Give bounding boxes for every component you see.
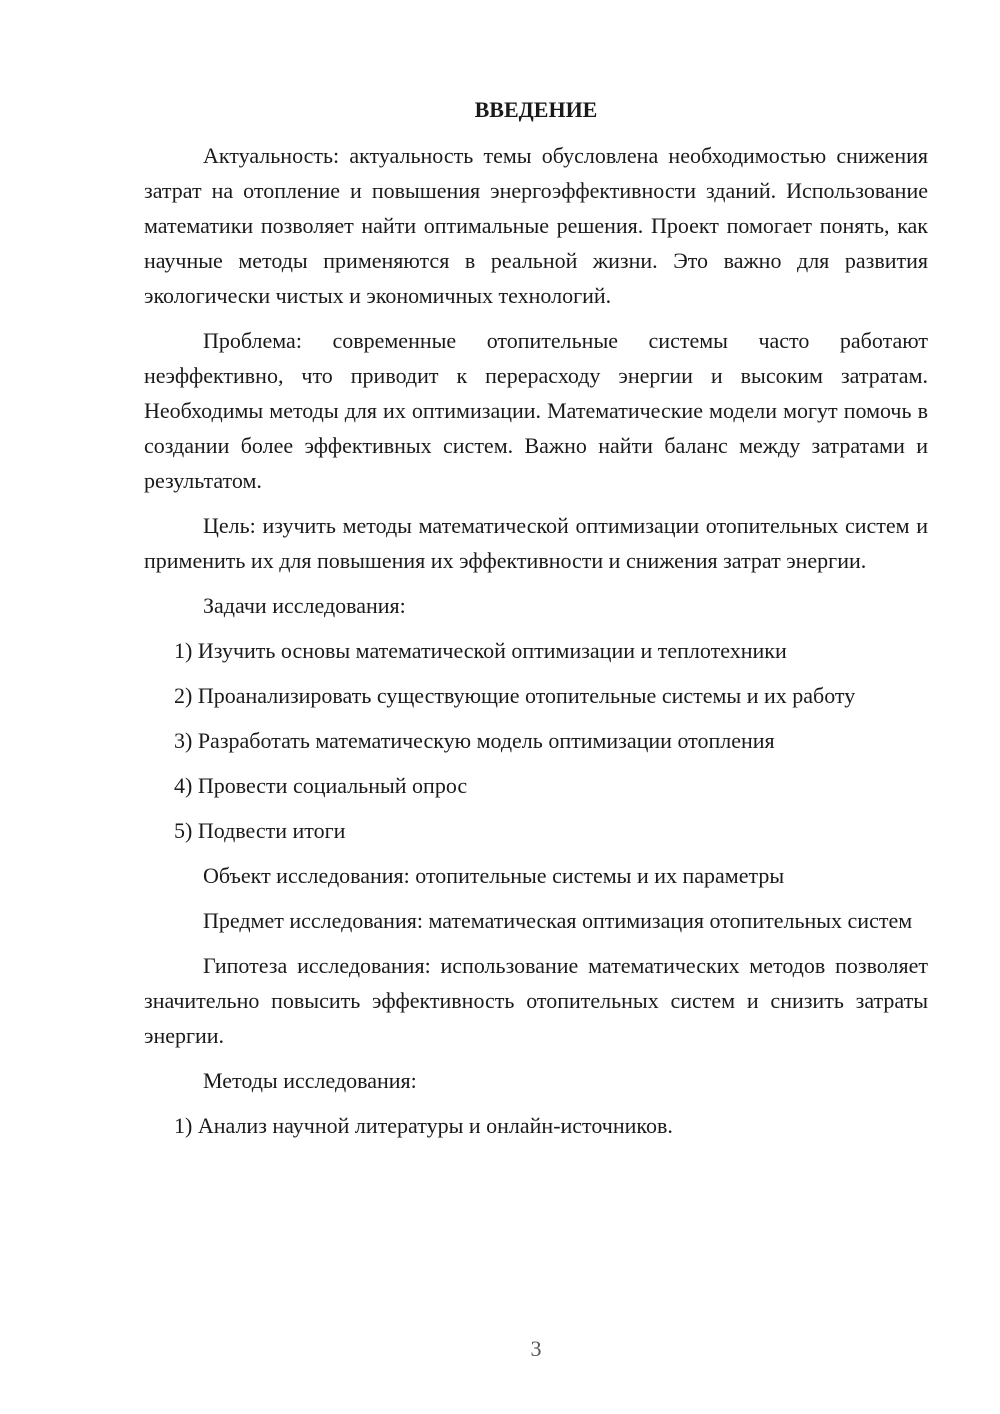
- page-title: ВВЕДЕНИЕ: [474, 97, 598, 122]
- task-item: 3) Разработать математическую модель оптимизации отопления: [174, 728, 775, 753]
- page-number: 3: [530, 1336, 542, 1361]
- goal-paragraph: Цель: изучить методы математической оптимизации отопительных систем и применить их для повышения их эффективности и снижения затрат энергии.: [144, 513, 928, 573]
- task-item: 2) Проанализировать существующие отопительные системы и их работу: [174, 683, 856, 708]
- task-item: 5) Подвести итоги: [174, 818, 346, 843]
- task-item: 4) Провести социальный опрос: [174, 773, 468, 798]
- method-item: 1) Анализ научной литературы и онлайн-источников.: [174, 1113, 673, 1138]
- object-paragraph: Объект исследования: отопительные системы и их параметры: [203, 863, 785, 888]
- methods-heading: Методы исследования:: [203, 1068, 417, 1093]
- hypothesis-paragraph: Гипотеза исследования: использование математических методов позволяет значительно повысить эффективность отопительных систем и снизить затраты энергии.: [144, 953, 928, 1048]
- relevance-paragraph: Актуальность: актуальность темы обусловлена необходимостью снижения затрат на отопление и повышения энергоэффективности зданий. Использование математики позволяет найти оптимальные решения. Проект помогает понять, как научные методы применяются в реальной жизни. Это важно для развития экологически чистых и экономичных технологий.: [144, 143, 928, 308]
- problem-paragraph: Проблема: современные отопительные системы часто работают неэффективно, что приводит к перерасходу энергии и высоким затратам. Необходимы методы для их оптимизации. Математические модели могут помочь в создании более эффективных систем. Важно найти баланс между затратами и результатом.: [144, 328, 928, 493]
- subject-paragraph: Предмет исследования: математическая оптимизация отопительных систем: [203, 908, 913, 933]
- tasks-heading: Задачи исследования:: [203, 593, 406, 618]
- task-item: 1) Изучить основы математической оптимизации и теплотехники: [174, 638, 787, 663]
- page-content: [144, 94, 928, 1153]
